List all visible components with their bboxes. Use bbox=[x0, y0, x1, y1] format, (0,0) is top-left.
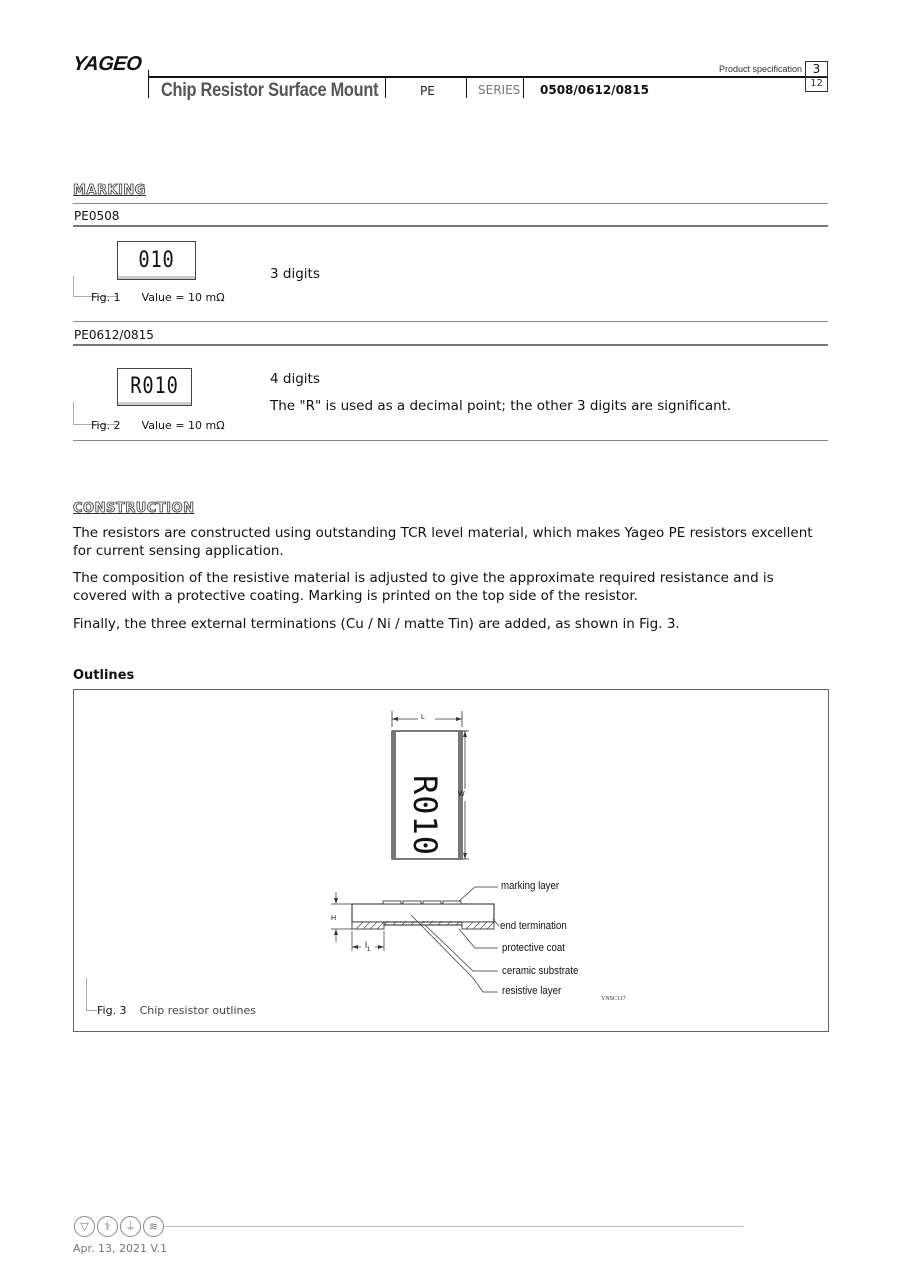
dimension-l1-main: l bbox=[365, 940, 367, 950]
marking-heading: MARKING bbox=[73, 183, 146, 198]
dimension-l1-sub: 1 bbox=[367, 946, 371, 953]
revision-date: Apr. 13, 2021 V.1 bbox=[73, 1242, 168, 1255]
outlines-heading: Outlines bbox=[73, 668, 135, 683]
rohs-icon: ▽ bbox=[74, 1216, 95, 1237]
company-logo: YAGEO bbox=[71, 53, 143, 75]
footer-rule bbox=[165, 1226, 743, 1227]
pe0612-title: PE0612/0815 bbox=[74, 328, 154, 342]
label-ceramic-substrate: ceramic substrate bbox=[502, 965, 579, 977]
product-name: PE bbox=[420, 84, 435, 98]
fig1-caption bbox=[91, 291, 225, 304]
fig2-label: Fig. 2 bbox=[91, 419, 121, 432]
chip-outline-drawing bbox=[73, 689, 827, 1030]
pe0508-desc: 3 digits bbox=[270, 266, 320, 282]
label-protective-coat: protective coat bbox=[502, 942, 565, 954]
document-title: Chip Resistor Surface Mount bbox=[161, 80, 379, 101]
fig3-label: Fig. 3 bbox=[97, 1004, 127, 1017]
construction-paragraph-2: The composition of the resistive material is adjusted to give the approximate required resistance and is covered with a protective coating. Marking is printed on the top side of the resistor. bbox=[73, 570, 774, 604]
construction-heading: CONSTRUCTION bbox=[73, 501, 195, 516]
label-marking-layer: marking layer bbox=[501, 880, 560, 892]
page-total: 12 bbox=[810, 78, 823, 89]
pe0612-desc-decimal: The "R" is used as a decimal point; the other 3 digits are significant. bbox=[270, 398, 732, 414]
divider bbox=[73, 225, 828, 227]
header-separator bbox=[523, 78, 524, 98]
divider bbox=[73, 203, 828, 204]
fig2-value: Value = 10 mΩ bbox=[141, 419, 225, 432]
pe0612-desc-digits: 4 digits bbox=[270, 371, 320, 387]
chip-pe0508-image bbox=[117, 241, 196, 280]
chip-marking-text: R010 bbox=[130, 374, 179, 399]
chip-side-view bbox=[331, 887, 499, 992]
fig1-value: Value = 10 mΩ bbox=[141, 291, 225, 304]
halogen-free-icon: ≋ bbox=[143, 1216, 164, 1237]
page-number-box bbox=[805, 61, 828, 92]
dimension-l1 bbox=[365, 940, 370, 953]
chip-pe0612-image bbox=[117, 368, 192, 406]
fig1-label: Fig. 1 bbox=[91, 291, 121, 304]
fig2-caption bbox=[91, 419, 225, 432]
series-label: SERIES bbox=[478, 83, 521, 97]
ground-icon: ⏚ bbox=[120, 1216, 141, 1237]
fig3-caption bbox=[97, 1004, 256, 1017]
header-divider bbox=[148, 70, 149, 98]
construction-paragraph-3: Finally, the three external terminations (Cu / Ni / matte Tin) are added, as shown in Fig. 3. bbox=[73, 616, 680, 632]
page-current: 3 bbox=[806, 62, 827, 77]
dimension-W: W bbox=[458, 791, 465, 798]
label-resistive-layer: resistive layer bbox=[502, 985, 562, 997]
dimension-L: L bbox=[421, 714, 425, 721]
construction-paragraph-1: The resistors are constructed using outstanding TCR level material, which makes Yageo PE resistors excellent for current sensing application. bbox=[73, 525, 813, 559]
header-separator bbox=[466, 78, 467, 98]
divider bbox=[73, 321, 828, 322]
header-separator bbox=[385, 78, 386, 98]
label-end-termination: end termination bbox=[500, 920, 567, 932]
series-sizes: 0508/0612/0815 bbox=[540, 83, 649, 97]
fig3-text: Chip resistor outlines bbox=[139, 1004, 256, 1017]
pe0508-title: PE0508 bbox=[74, 209, 120, 223]
divider bbox=[73, 440, 828, 441]
outline-chip-marking: R010 bbox=[406, 775, 444, 857]
divider bbox=[73, 344, 828, 346]
fig3-leader bbox=[86, 978, 97, 1011]
leadfree-icon: ⚕ bbox=[97, 1216, 118, 1237]
dimension-H: H bbox=[331, 915, 337, 922]
spec-label: Product specification bbox=[718, 64, 802, 74]
figure-code: YNSC117 bbox=[601, 996, 626, 1002]
header-rule bbox=[148, 76, 828, 78]
chip-marking-text: 010 bbox=[138, 248, 175, 273]
